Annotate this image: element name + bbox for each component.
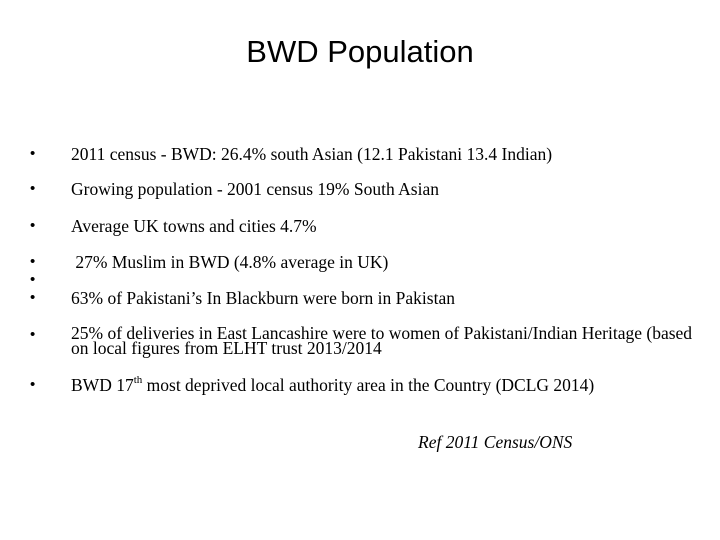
ordinal-suffix: th — [133, 374, 143, 387]
bullet-dot: • — [30, 326, 36, 343]
bullet-dot: • — [30, 289, 36, 306]
bullet-dot: • — [30, 271, 36, 288]
bullet-text-start: BWD 17 — [71, 375, 134, 395]
bullet-dot: • — [30, 180, 36, 197]
bullet-dot: • — [30, 217, 36, 234]
bullet-text: Growing population - 2001 census 19% South Asian — [71, 179, 439, 199]
bullet-text-end: most deprived local authority area in the Country (DCLG 2014) — [142, 375, 595, 395]
bullet-text: 63% of Pakistani’s In Blackburn were born in Pakistan — [71, 288, 455, 308]
bullet-text: Average UK towns and cities 4.7% — [71, 216, 317, 236]
bullet-dot: • — [30, 253, 36, 270]
bullet-text: 27% Muslim in BWD (4.8% average in UK) — [71, 252, 389, 272]
reference-note: Ref 2011 Census/ONS — [418, 432, 573, 452]
bullet-text — [71, 376, 696, 394]
bullet-text: 25% of deliveries in East Lancashire were to women of Pakistani/Indian Heritage (based on local figures from ELHT trust 2013/2014 — [71, 323, 693, 358]
slide-title: BWD Population — [246, 34, 474, 69]
bullet-dot: • — [30, 376, 36, 393]
bullet-text: 2011 census - BWD: 26.4% south Asian (12.1 Pakistani 13.4 Indian) — [71, 144, 553, 164]
bullet-dot: • — [30, 145, 36, 162]
